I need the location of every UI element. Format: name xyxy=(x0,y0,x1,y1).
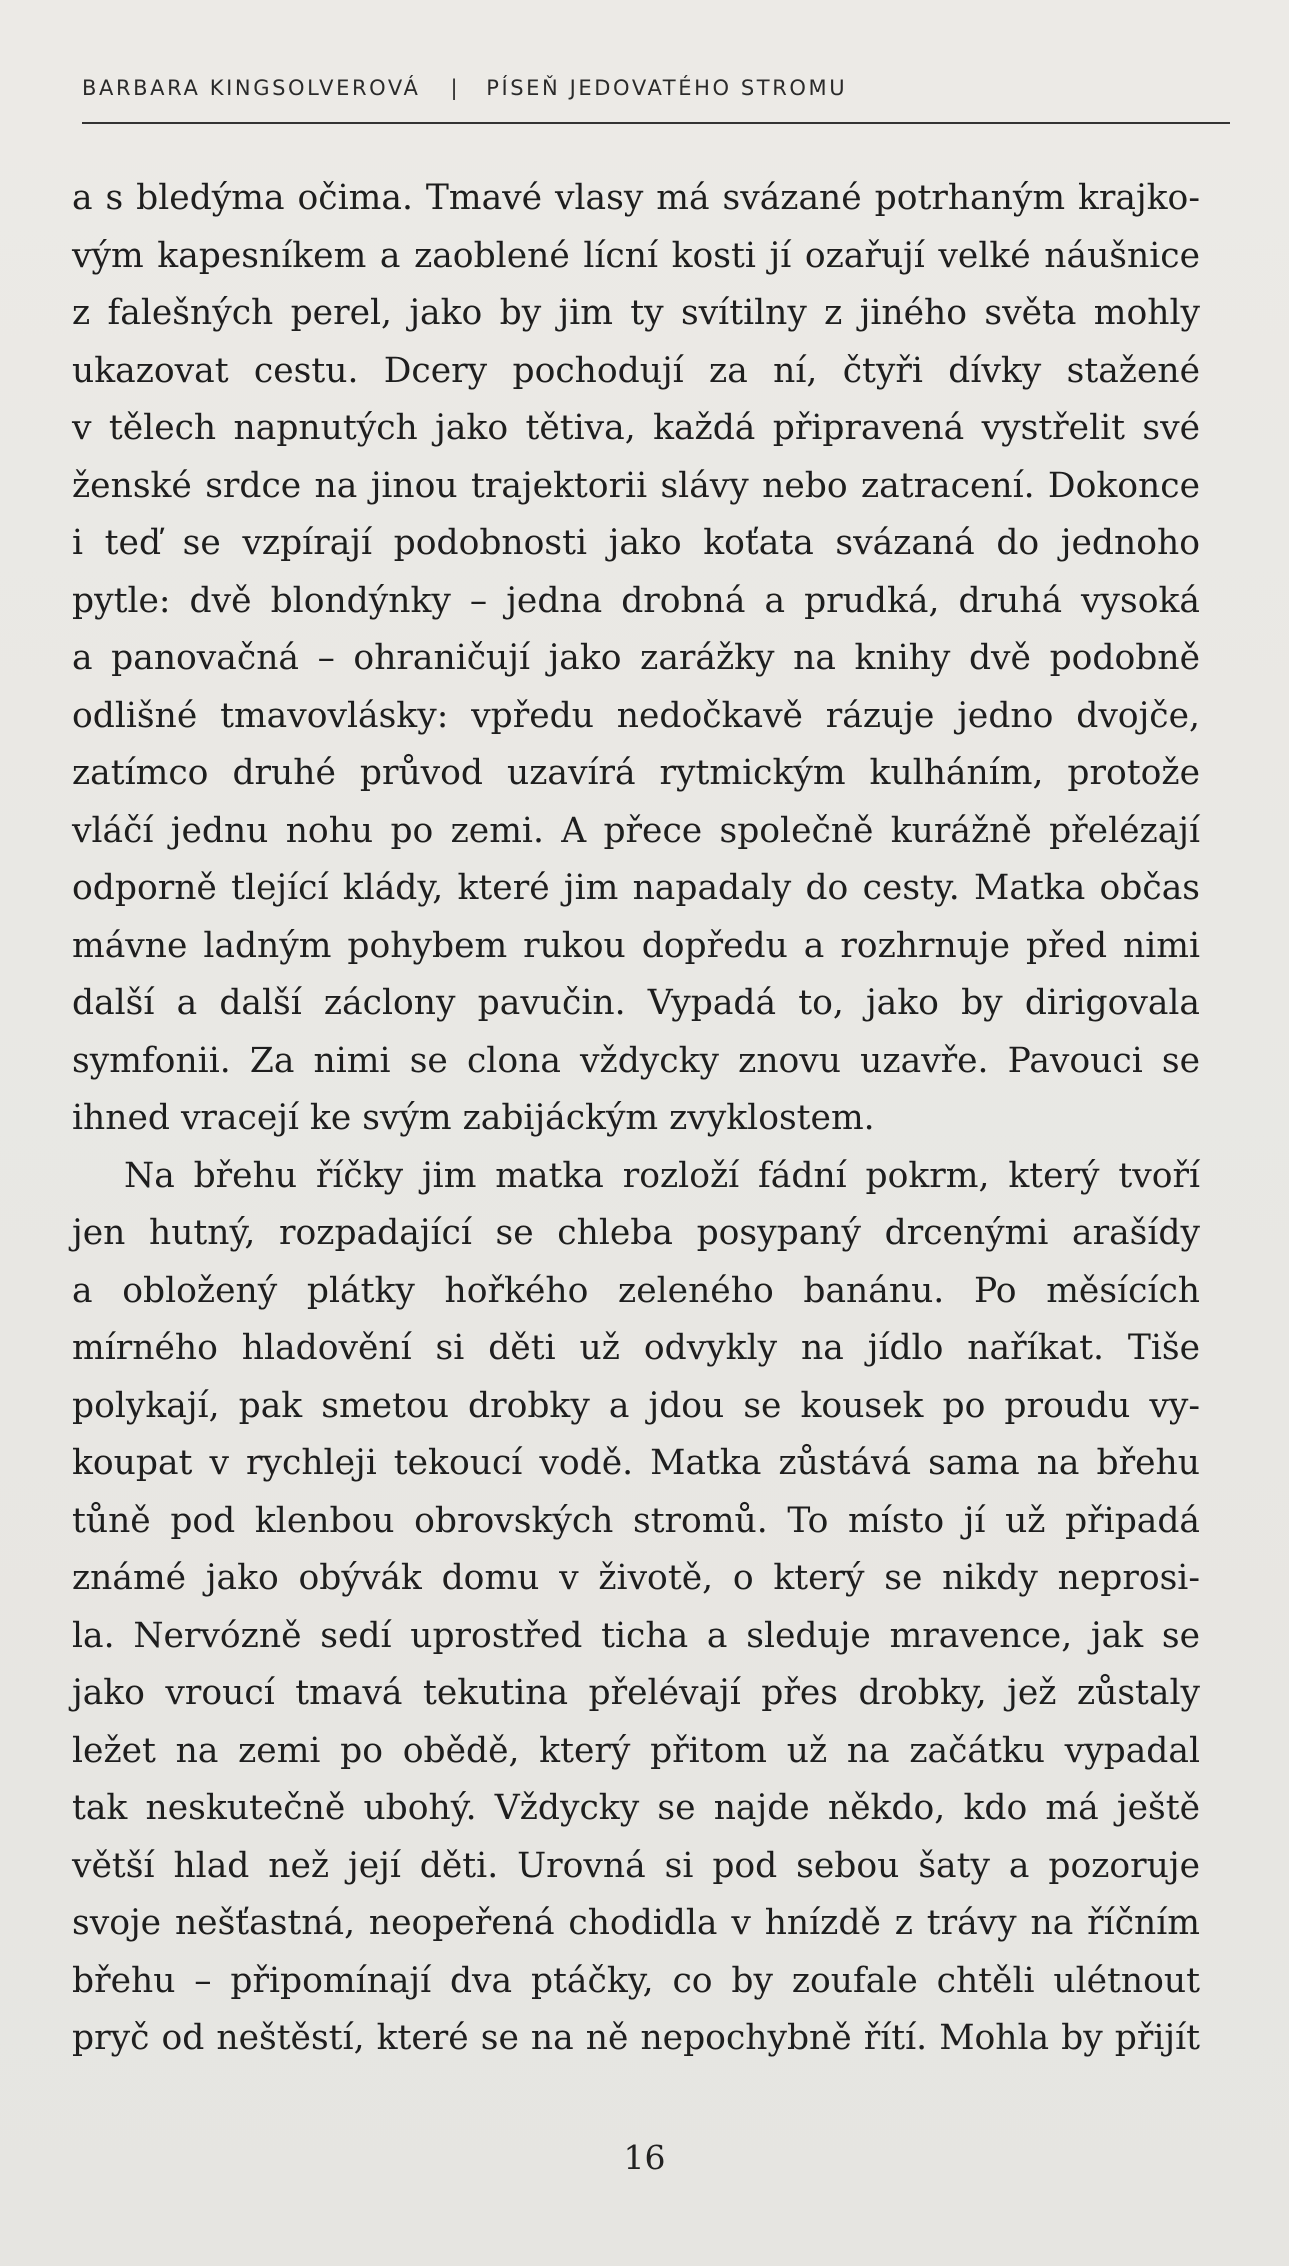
running-head-separator: | xyxy=(450,76,461,100)
text-line: svoje nešťastná, neopeřená chodidla v hnízdě z trávy na říčním xyxy=(72,1903,1200,1943)
text-line: Na břehu říčky jim matka rozloží fádní pokrm, který tvoří xyxy=(124,1155,1200,1196)
text-line: a s bledýma očima. Tmavé vlasy má svázané potrhaným krajko- xyxy=(72,178,1200,218)
text-line: vláčí jednu nohu po zemi. A přece společně kurážně přelézají xyxy=(72,810,1200,851)
text-line: odporně tlející klády, které jim napadaly do cesty. Matka občas xyxy=(72,868,1200,908)
running-head xyxy=(82,76,1232,100)
body-text xyxy=(72,170,1200,2068)
text-line: ihned vracejí ke svým zabijáckým zvyklostem. xyxy=(72,1098,875,1138)
text-line: zatímco druhé průvod uzavírá rytmickým kulháním, protože xyxy=(72,753,1200,793)
running-head-author: BARBARA KINGSOLVEROVÁ xyxy=(82,76,421,100)
running-head-title: PÍSEŇ JEDOVATÉHO STROMU xyxy=(486,76,848,100)
text-line: mírného hladovění si děti už odvykly na jídlo naříkat. Tiše xyxy=(72,1328,1200,1368)
paragraph-1 xyxy=(72,170,1200,1148)
text-line: ukazovat cestu. Dcery pochodují za ní, čtyři dívky stažené xyxy=(72,350,1200,391)
text-line: pytle: dvě blondýnky – jedna drobná a prudká, druhá vysoká xyxy=(72,580,1200,621)
text-line: symfonii. Za nimi se clona vždycky znovu uzavře. Pavouci se xyxy=(72,1040,1200,1081)
text-line: jen hutný, rozpadající se chleba posypaný drcenými arašídy xyxy=(72,1213,1200,1253)
text-line: mávne ladným pohybem rukou dopředu a rozhrnuje před nimi xyxy=(72,925,1200,966)
text-line: větší hlad než její děti. Urovná si pod sebou šaty a pozoruje xyxy=(72,1845,1200,1886)
text-line: tůně pod klenbou obrovských stromů. To místo jí už připadá xyxy=(72,1500,1200,1541)
text-line: z falešných perel, jako by jim ty svítilny z jiného světa mohly xyxy=(72,293,1200,333)
page-number: 16 xyxy=(623,2138,666,2177)
text-line: polykají, pak smetou drobky a jdou se kousek po proudu vy- xyxy=(72,1385,1200,1426)
text-line: známé jako obývák domu v životě, o který se nikdy neprosi- xyxy=(72,1558,1200,1598)
text-line: pryč od neštěstí, které se na ně nepochybně řítí. Mohla by přijít xyxy=(72,2018,1200,2058)
text-line: odlišné tmavovlásky: vpředu nedočkavě rázuje jedno dvojče, xyxy=(72,695,1200,736)
text-line: vým kapesníkem a zaoblené lícní kosti jí ozařují velké náušnice xyxy=(72,235,1200,276)
text-line: koupat v rychleji tekoucí vodě. Matka zůstává sama na břehu xyxy=(72,1443,1200,1483)
text-line: i teď se vzpírají podobnosti jako koťata svázaná do jednoho xyxy=(72,523,1200,563)
text-line: břehu – připomínají dva ptáčky, co by zoufale chtěli ulétnout xyxy=(72,1960,1200,2001)
text-line: ženské srdce na jinou trajektorii slávy nebo zatracení. Dokonce xyxy=(72,465,1200,506)
text-line: tak neskutečně ubohý. Vždycky se najde někdo, kdo má ještě xyxy=(72,1788,1200,1828)
text-line: a panovačná – ohraničují jako zarážky na knihy dvě podobně xyxy=(72,638,1200,678)
text-line: další a další záclony pavučin. Vypadá to, jako by dirigovala xyxy=(72,983,1200,1023)
text-line: v tělech napnutých jako tětiva, každá připravená vystřelit své xyxy=(72,408,1200,448)
text-line: ležet na zemi po obědě, který přitom už na začátku vypadal xyxy=(72,1730,1200,1771)
paragraph-2 xyxy=(72,1148,1200,2068)
header-rule xyxy=(82,122,1230,124)
text-line: jako vroucí tmavá tekutina přelévají přes drobky, jež zůstaly xyxy=(72,1673,1200,1713)
text-line: la. Nervózně sedí uprostřed ticha a sleduje mravence, jak se xyxy=(72,1615,1200,1656)
text-line: a obložený plátky hořkého zeleného banánu. Po měsících xyxy=(72,1270,1200,1311)
